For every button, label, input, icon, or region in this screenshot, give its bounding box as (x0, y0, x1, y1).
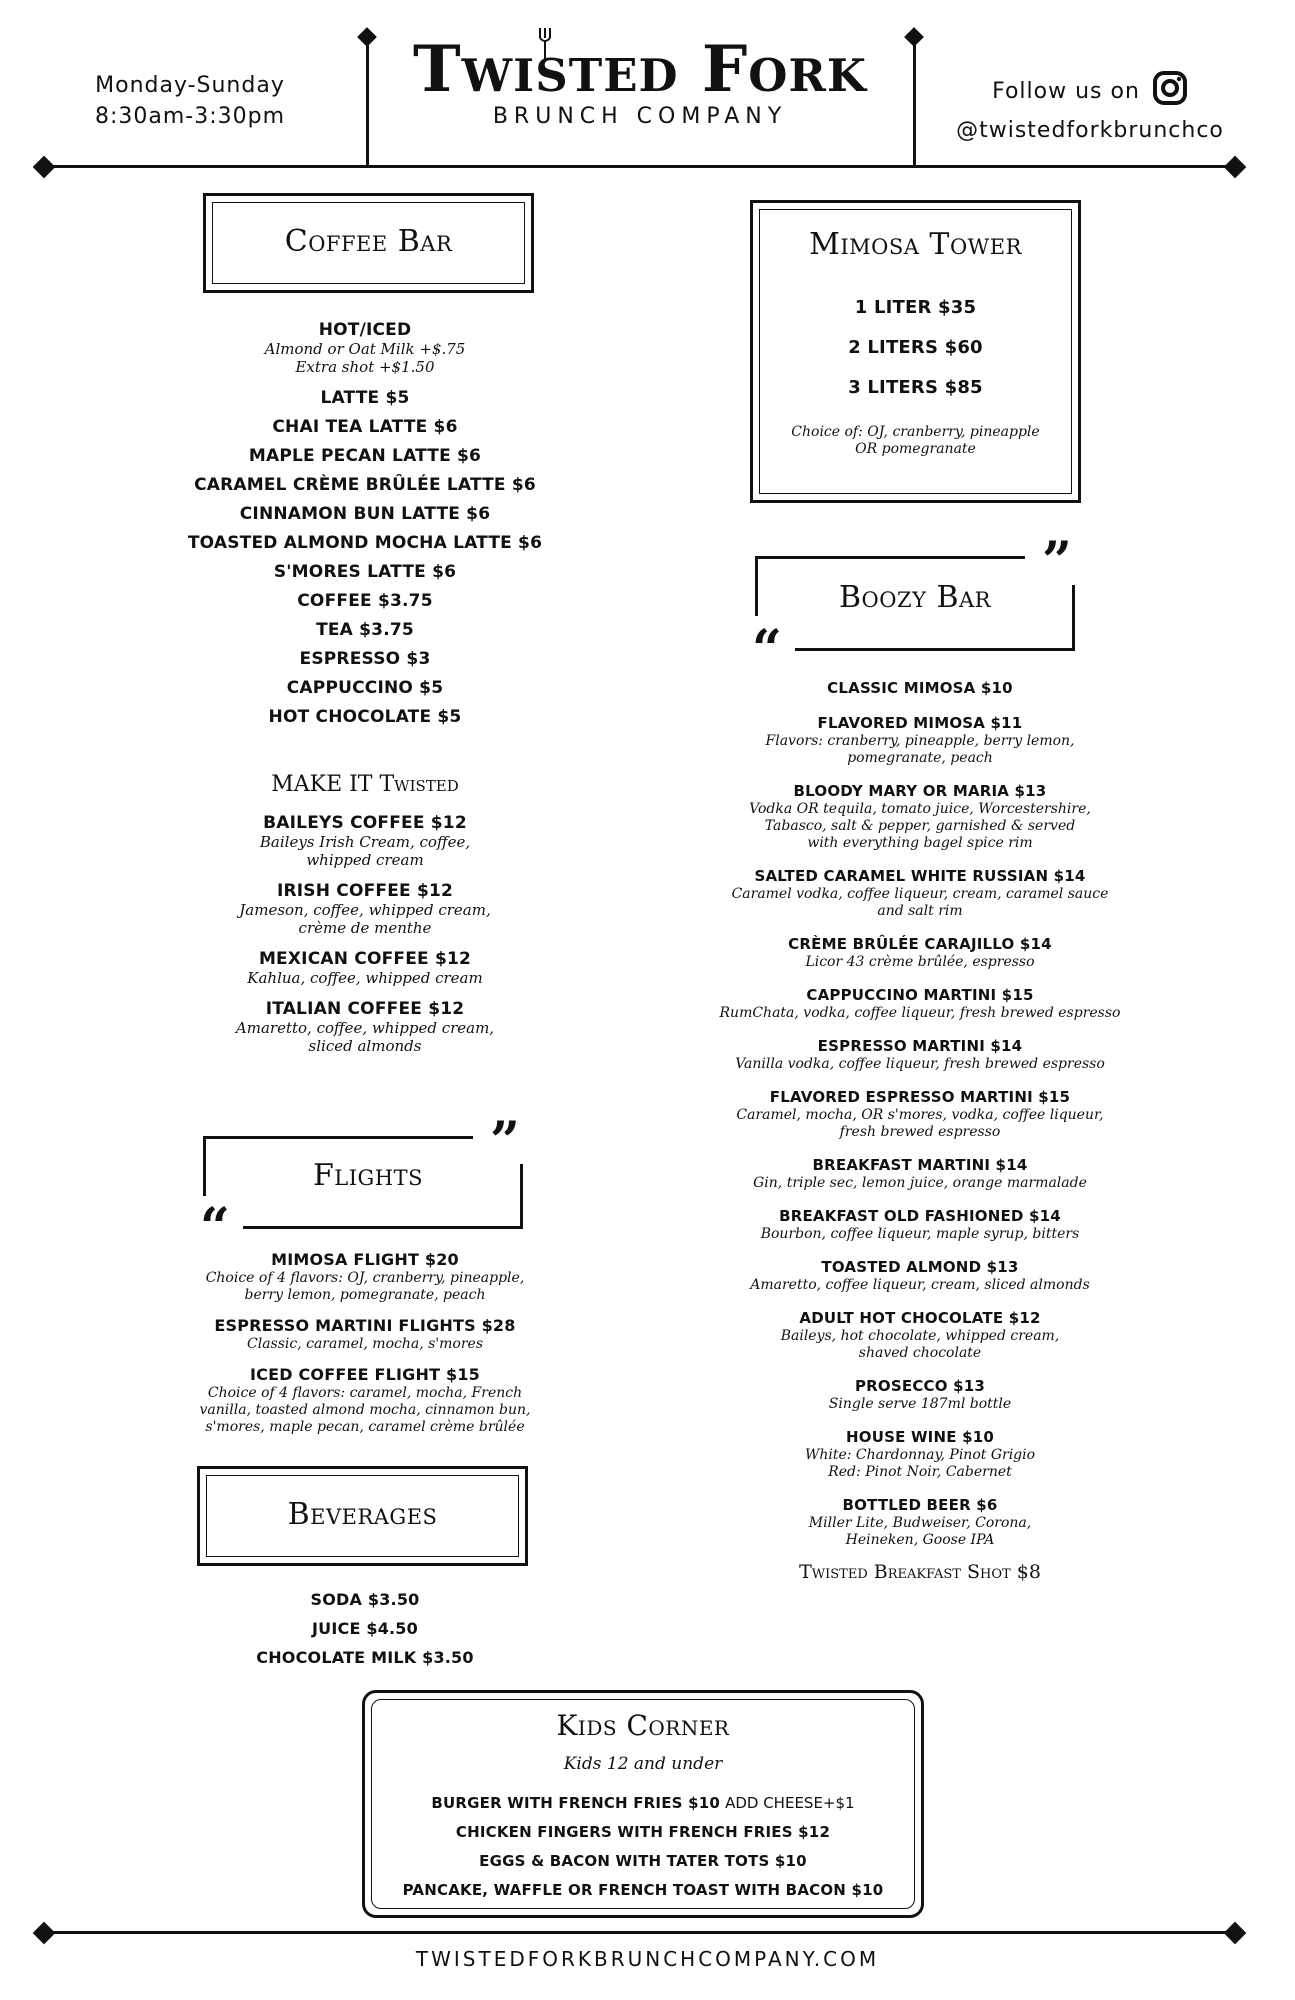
item-description: Red: Pinot Noir, Cabernet (828, 1464, 1012, 1480)
item-description: Tabasco, salt & pepper, garnished & served (764, 818, 1076, 834)
item-name: CLASSIC MIMOSA $10 (827, 679, 1013, 697)
item-description: whipped cream (306, 851, 424, 869)
coffee-bar-title: Coffee Bar (284, 224, 453, 259)
item-description: Bourbon, coffee liqueur, maple syrup, bitters (760, 1226, 1080, 1242)
list-item: CHICKEN FINGERS WITH FRENCH FRIES $12 (455, 1823, 831, 1841)
list-item: CHAI TEA LATTE $6 (272, 417, 458, 437)
item-description: Vodka OR tequila, tomato juice, Worcestershire, (749, 801, 1091, 817)
list-item: HOT CHOCOLATE $5 (268, 707, 462, 727)
flights-title: Flights (312, 1158, 424, 1193)
list-item (705, 1087, 1135, 1141)
item-name: ICED COFFEE FLIGHT $15 (250, 1365, 480, 1384)
kids-menu-list (365, 1793, 921, 1900)
make-it-twisted-section (190, 772, 540, 1055)
list-item (170, 1365, 560, 1436)
beverages-title-box (197, 1466, 528, 1566)
item-name: ITALIAN COFFEE $12 (265, 999, 465, 1019)
item-description: Caramel vodka, coffee liqueur, cream, caramel sauce (731, 886, 1109, 902)
list-item: CINNAMON BUN LATTE $6 (239, 504, 491, 524)
item-name: CRÈME BRÛLÉE CARAJILLO $14 (788, 935, 1052, 953)
diamond-ornament (33, 1922, 56, 1945)
list-item (190, 881, 540, 937)
list-item (190, 949, 540, 987)
list-item (705, 866, 1135, 920)
hours (70, 70, 310, 132)
list-item (170, 1250, 560, 1304)
item-description: fresh brewed espresso (839, 1124, 1001, 1140)
quote-open-icon: “ (752, 619, 782, 680)
list-item (705, 985, 1135, 1022)
item-description: Vanilla vodka, coffee liqueur, fresh brewed espresso (735, 1056, 1105, 1072)
item-extra: ADD CHEESE+$1 (725, 1794, 855, 1812)
list-item (705, 1036, 1135, 1073)
list-item (705, 781, 1135, 852)
kids-corner-subtitle: Kids 12 and under (563, 1754, 723, 1774)
list-item: LATTE $5 (320, 388, 410, 408)
footer-rule (44, 1931, 1236, 1934)
item-description: berry lemon, pomegranate, peach (244, 1287, 486, 1303)
item-name: ESPRESSO MARTINI FLIGHTS $28 (214, 1316, 516, 1335)
item-name: BREAKFAST MARTINI $14 (812, 1156, 1028, 1174)
item-description: Caramel, mocha, OR s'mores, vodka, coffee liqueur, (736, 1107, 1104, 1123)
boozy-bar-section (705, 678, 1135, 1583)
mimosa-tower-box (750, 200, 1081, 503)
follow-row (915, 70, 1265, 115)
item-description: sliced almonds (308, 1037, 422, 1055)
list-item: 2 LITERS $60 (848, 337, 983, 358)
item-description: Classic, caramel, mocha, s'mores (247, 1336, 483, 1352)
item-name: BOTTLED BEER $6 (842, 1496, 998, 1514)
item-name: FLAVORED ESPRESSO MARTINI $15 (769, 1088, 1071, 1106)
mimosa-note: Choice of: OJ, cranberry, pineapple (791, 424, 1040, 440)
item-name: PROSECCO $13 (854, 1377, 986, 1395)
coffee-bar-title-box (203, 193, 534, 293)
item-description: Baileys Irish Cream, coffee, (259, 833, 471, 851)
header-divider-left (366, 38, 369, 166)
item-description: Heineken, Goose IPA (845, 1532, 995, 1548)
kids-corner-title: Kids Corner (556, 1709, 730, 1742)
item-description: s'mores, maple pecan, caramel crème brûlée (205, 1419, 525, 1435)
list-item (705, 1206, 1135, 1243)
item-name: ADULT HOT CHOCOLATE $12 (799, 1309, 1041, 1327)
item-description: White: Chardonnay, Pinot Grigio (804, 1447, 1036, 1463)
list-item (705, 1376, 1135, 1413)
item-description: crème de menthe (298, 919, 432, 937)
list-item: TEA $3.75 (316, 620, 414, 640)
item-description: shaved chocolate (858, 1345, 982, 1361)
item-description: and salt rim (877, 903, 963, 919)
list-item (705, 934, 1135, 971)
brand-name: Twisted Fork (413, 32, 867, 107)
mimosa-tower-title: Mimosa Tower (809, 227, 1022, 262)
twisted-breakfast-shot: Twisted Breakfast Shot $8 (799, 1561, 1041, 1583)
flights-section (170, 1250, 560, 1436)
list-item (705, 678, 1135, 698)
item-description: Flavors: cranberry, pineapple, berry lemon, (765, 733, 1075, 749)
list-item: ESPRESSO $3 (299, 649, 431, 669)
item-description: with everything bagel spice rim (807, 835, 1033, 851)
beverages-title: Beverages (287, 1497, 438, 1532)
brand-logo (400, 30, 880, 129)
list-item: COFFEE $3.75 (297, 591, 433, 611)
list-item: SODA $3.50 (310, 1590, 420, 1609)
kids-corner-box (362, 1690, 924, 1918)
list-item: S'MORES LATTE $6 (273, 562, 457, 582)
item-description: vanilla, toasted almond mocha, cinnamon bun, (199, 1402, 531, 1418)
quote-open-icon: “ (200, 1197, 230, 1258)
header-rule (44, 165, 1236, 168)
list-item: JUICE $4.50 (312, 1619, 418, 1638)
item-description: Licor 43 crème brûlée, espresso (805, 954, 1035, 970)
item-name: ESPRESSO MARTINI $14 (817, 1037, 1023, 1055)
hours-time: 8:30am-3:30pm (94, 104, 286, 129)
item-name: BLOODY MARY OR MARIA $13 (793, 782, 1047, 800)
diamond-ornament (904, 27, 924, 47)
list-item: EGGS & BACON WITH TATER TOTS $10 (479, 1852, 807, 1870)
list-item: CARAMEL CRÈME BRÛLÉE LATTE $6 (194, 475, 536, 495)
item-name: TOASTED ALMOND $13 (821, 1258, 1019, 1276)
instagram-icon[interactable] (1152, 70, 1188, 115)
list-item: CAPPUCCINO $5 (286, 678, 444, 698)
follow-label: Follow us on (992, 79, 1140, 104)
list-item (170, 1316, 560, 1353)
item-name: BREAKFAST OLD FASHIONED $14 (779, 1207, 1061, 1225)
item-description: pomegranate, peach (847, 750, 993, 766)
item-description: Gin, triple sec, lemon juice, orange marmalade (753, 1175, 1087, 1191)
item-name: MEXICAN COFFEE $12 (258, 949, 472, 969)
item-description: Choice of 4 flavors: OJ, cranberry, pineapple, (205, 1270, 525, 1286)
mimosa-note: OR pomegranate (855, 441, 976, 457)
item-name: IRISH COFFEE $12 (276, 881, 454, 901)
instagram-handle[interactable]: @twistedforkbrunchco (956, 118, 1224, 143)
list-item (190, 813, 540, 869)
item-name: SALTED CARAMEL WHITE RUSSIAN $14 (754, 867, 1086, 885)
make-it-twisted-title: MAKE IT Twisted (271, 772, 459, 797)
list-item: MAPLE PECAN LATTE $6 (248, 446, 482, 466)
item-name: CAPPUCCINO MARTINI $15 (806, 986, 1034, 1004)
coffee-item-list (170, 388, 560, 727)
item-description: Kahlua, coffee, whipped cream (247, 969, 483, 987)
item-name: FLAVORED MIMOSA $11 (817, 714, 1023, 732)
coffee-bar-section (187, 320, 543, 736)
mimosa-tower-list (753, 298, 1078, 458)
item-description: Choice of 4 flavors: caramel, mocha, French (207, 1385, 523, 1401)
beverages-section (190, 1590, 540, 1677)
milk-option: Almond or Oat Milk +$.75 (264, 340, 466, 358)
list-item (705, 1155, 1135, 1192)
social (915, 70, 1265, 146)
hours-days: Monday-Sunday (95, 73, 285, 98)
item-name: BURGER WITH FRENCH FRIES $10 (431, 1794, 720, 1812)
diamond-ornament (1224, 1922, 1247, 1945)
list-item (705, 713, 1135, 767)
quote-close-icon: ” (1042, 531, 1072, 592)
list-item: TOASTED ALMOND MOCHA LATTE $6 (187, 533, 543, 553)
hot-iced-label: HOT/ICED (318, 320, 412, 340)
extra-shot-option: Extra shot +$1.50 (295, 358, 435, 376)
list-item: CHOCOLATE MILK $3.50 (256, 1648, 474, 1667)
list-item (365, 1793, 921, 1813)
list-item: PANCAKE, WAFFLE OR FRENCH TOAST WITH BACON $10 (402, 1881, 884, 1899)
list-item (705, 1257, 1135, 1294)
list-item (705, 1495, 1135, 1549)
diamond-ornament (33, 156, 56, 179)
list-item (190, 999, 540, 1055)
website-link[interactable]: TWISTEDFORKBRUNCHCOMPANY.COM (415, 1947, 880, 1971)
item-description: Baileys, hot chocolate, whipped cream, (780, 1328, 1060, 1344)
list-item: 3 LITERS $85 (848, 377, 983, 398)
diamond-ornament (1224, 156, 1247, 179)
list-item (705, 1308, 1135, 1362)
item-description: Jameson, coffee, whipped cream, (239, 901, 491, 919)
item-name: MIMOSA FLIGHT $20 (271, 1250, 459, 1269)
item-description: Amaretto, coffee, whipped cream, (235, 1019, 495, 1037)
item-description: Miller Lite, Budweiser, Corona, (808, 1515, 1032, 1531)
list-item: 1 LITER $35 (854, 297, 977, 318)
item-name: HOUSE WINE $10 (845, 1428, 995, 1446)
quote-close-icon: ” (490, 1111, 520, 1172)
item-description: Amaretto, coffee liqueur, cream, sliced almonds (750, 1277, 1090, 1293)
diamond-ornament (357, 27, 377, 47)
boozy-bar-title: Boozy Bar (839, 580, 991, 615)
fork-icon (538, 28, 552, 62)
item-description: Single serve 187ml bottle (828, 1396, 1012, 1412)
list-item (705, 1427, 1135, 1481)
brand-subtitle: BRUNCH COMPANY (492, 104, 788, 129)
item-name: BAILEYS COFFEE $12 (263, 813, 467, 833)
item-description: RumChata, vodka, coffee liqueur, fresh brewed espresso (719, 1005, 1121, 1021)
